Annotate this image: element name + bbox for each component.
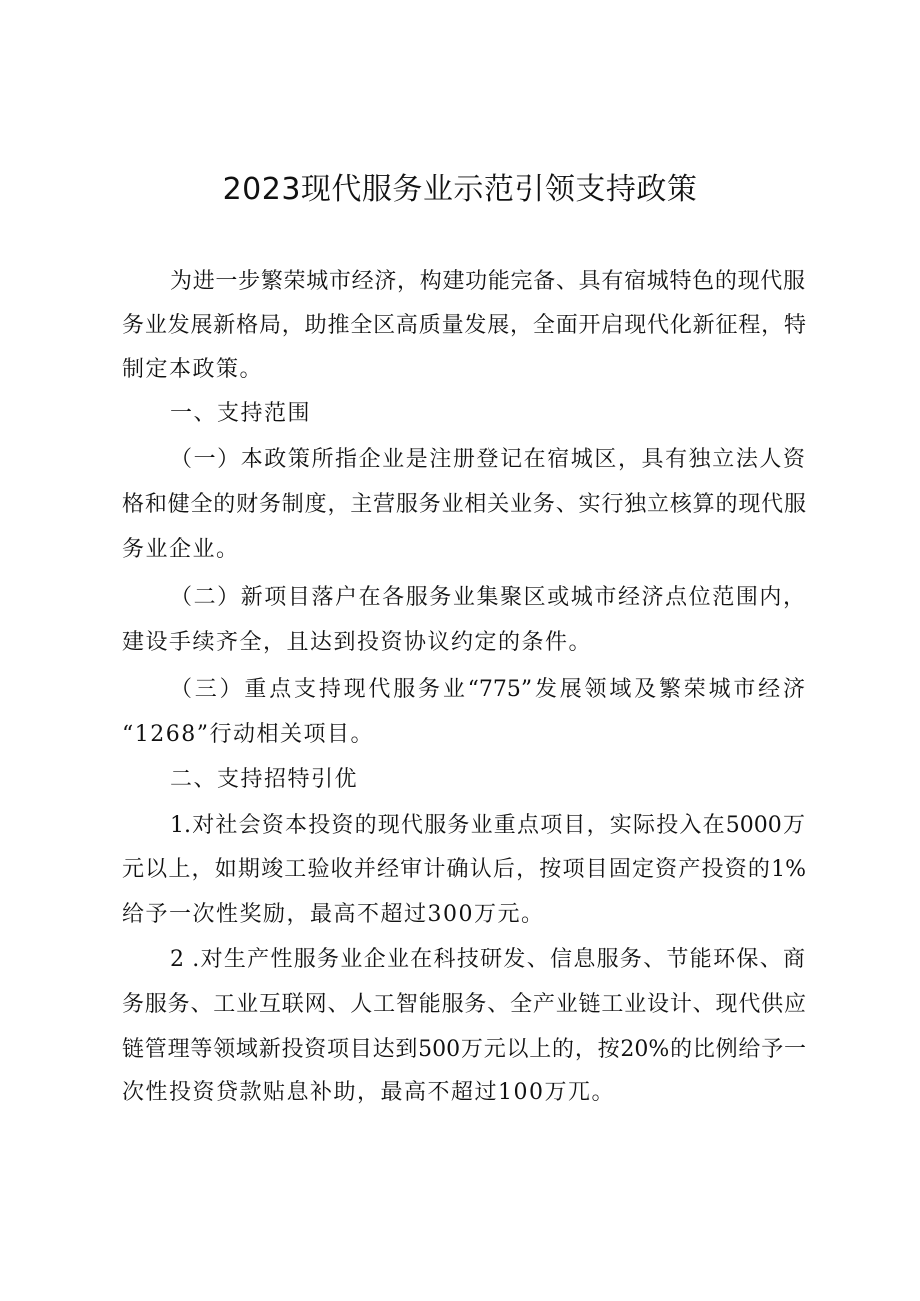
body-line: 格和健全的财务制度，主营服务业相关业务、实行独立核算的现代服 xyxy=(122,492,806,517)
body-line: 为进一步繁荣城市经济，构建功能完备、具有宿城特色的现代服 xyxy=(170,269,805,294)
body-line: 建设手续齐全，且达到投资协议约定的条件。 xyxy=(122,630,593,655)
section-heading: 一、支持范围 xyxy=(170,401,312,426)
body-line: 制定本政策。 xyxy=(122,357,264,382)
body-line: 链管理等领域新投资项目达到500万元以上的，按20%的比例给予一 xyxy=(122,1037,806,1062)
body-line: （二）新项目落户在各服务业集聚区或城市经济点位范围内， xyxy=(170,585,805,610)
body-line: 给予一次性奖励，最高不超过300万元。 xyxy=(122,902,545,927)
body-line: “1268”行动相关项目。 xyxy=(122,722,374,747)
body-line: 务服务、工业互联网、人工智能服务、全产业链工业设计、现代供应 xyxy=(122,992,806,1017)
body-line: 1.对社会资本投资的现代服务业重点项目，实际投入在5000万 xyxy=(170,813,805,838)
body-line: 务业企业。 xyxy=(122,537,240,562)
body-line: 务业发展新格局，助推全区高质量发展，全面开启现代化新征程，特 xyxy=(122,313,806,338)
section-heading: 二、支持招特引优 xyxy=(170,767,359,792)
body-line: 元以上，如期竣工验收并经审计确认后，按项目固定资产投资的1% xyxy=(122,857,806,882)
body-line: （三）重点支持现代服务业“775”发展领域及繁荣城市经济 xyxy=(170,677,805,702)
body-line: （一）本政策所指企业是注册登记在宿城区，具有独立法人资 xyxy=(170,447,805,472)
body-line: 2 .对生产性服务业企业在科技研发、信息服务、节能环保、商 xyxy=(170,947,805,972)
body-line: 次性投资贷款贴息补助，最高不超过100万兀。 xyxy=(122,1080,615,1105)
document-title: 2023现代服务业示范引领支持政策 xyxy=(222,172,698,207)
